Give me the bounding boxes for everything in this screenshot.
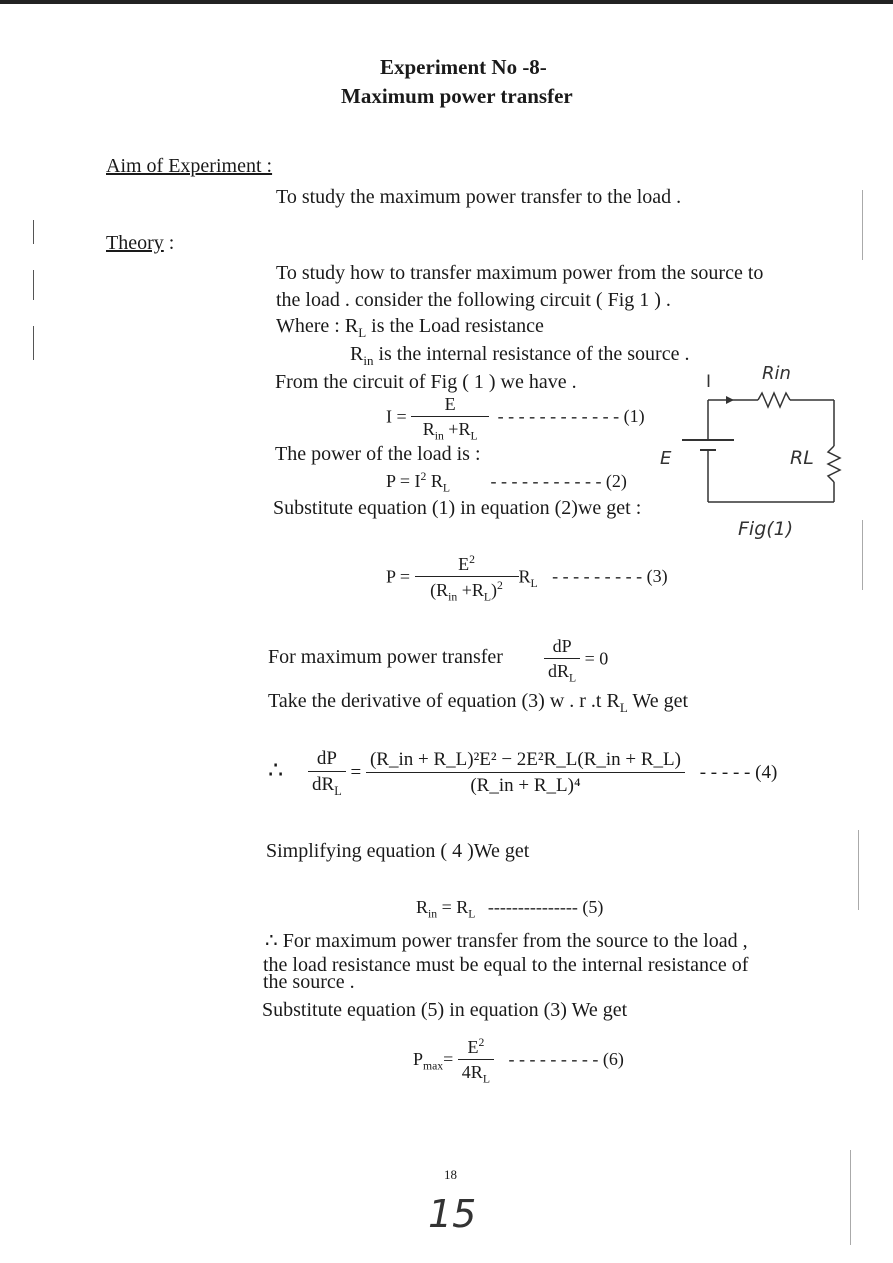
max-condition — [544, 636, 608, 685]
eq1-fraction — [411, 394, 489, 443]
eq1-lhs: I = — [386, 406, 407, 427]
theory-line-1: To study how to transfer maximum power from the source to — [276, 262, 764, 284]
eq6-num-sup: 2 — [478, 1036, 485, 1049]
scan-mark — [33, 270, 34, 300]
eq3-den-sup: 2 — [497, 579, 503, 592]
eq2-sup: 2 — [420, 470, 427, 483]
rl-resistor-icon — [828, 446, 840, 482]
eq2-rhs: R — [426, 471, 443, 491]
eq4-lhs-numerator: dP — [308, 748, 346, 772]
where-suffix: is the Load resistance — [366, 315, 544, 337]
eq3-den-sub1: in — [448, 590, 458, 604]
eq4-lhs-denominator — [308, 772, 346, 799]
where-rl-line — [276, 315, 544, 341]
power-of-load-text: The power of the load is : — [275, 443, 481, 465]
eq1-numerator: E — [411, 394, 489, 417]
eq1-den-a-sub: in — [434, 429, 444, 443]
eq5-mid: = R — [437, 897, 469, 917]
eq1-denominator — [411, 417, 489, 443]
cond-rhs: = 0 — [584, 648, 609, 669]
eq3-denominator — [415, 577, 519, 604]
simplifying-text: Simplifying equation ( 4 )We get — [266, 840, 530, 862]
equation-4 — [268, 748, 777, 799]
eq4-rhs-fraction — [366, 749, 685, 797]
eq1-den-b: +R — [443, 419, 471, 439]
eq2-tag: - - - - - - - - - - - (2) — [490, 471, 627, 491]
cond-den-sub: L — [569, 671, 577, 685]
eq4-lhs-den-sub: L — [334, 783, 342, 798]
eq3-den-sub2: L — [483, 590, 492, 604]
equation-6 — [413, 1036, 624, 1086]
eq6-lhs: P — [413, 1048, 424, 1069]
equation-5 — [416, 897, 603, 921]
cond-denominator — [544, 659, 580, 685]
where-sub-l: L — [358, 325, 367, 340]
where-prefix: Where : R — [276, 315, 359, 337]
eq3-after: R — [518, 566, 531, 587]
eq5-lhs-sub: in — [428, 907, 438, 921]
eq4-lhs-fraction — [308, 748, 346, 799]
eq4-lhs-den: dR — [312, 774, 335, 795]
scan-mark — [862, 520, 863, 590]
take-derivative-text — [268, 690, 688, 716]
eq1-tag: - - - - - - - - - - - - (1) — [497, 406, 645, 427]
fig-label-source: E — [660, 448, 672, 469]
eq3-after-sub: L — [530, 577, 538, 591]
eq1-den-a: R — [422, 419, 435, 439]
experiment-title: Experiment No -8- — [380, 55, 547, 79]
eq2-rhs-sub: L — [442, 481, 450, 495]
printed-page-number: 18 — [444, 1167, 457, 1182]
eq3-num-sup: 2 — [469, 553, 475, 566]
eq6-denominator — [458, 1060, 494, 1086]
eq3-lhs: P = — [386, 566, 410, 587]
eq4-tag: - - - - - (4) — [699, 761, 778, 783]
rin-prefix: R — [350, 343, 364, 365]
cond-numerator: dP — [544, 636, 580, 659]
take-derivative-suffix: We get — [627, 690, 689, 712]
fig-label-rl: RL — [790, 447, 814, 469]
scan-top-border — [0, 0, 893, 4]
eq6-fraction — [458, 1036, 494, 1086]
from-circuit-text: From the circuit of Fig ( 1 ) we have . — [275, 371, 577, 393]
eq3-tag: - - - - - - - - - (3) — [552, 566, 668, 587]
eq5-lhs: R — [416, 897, 429, 917]
eq1-den-b-sub: L — [470, 429, 478, 443]
scan-mark — [862, 190, 863, 260]
eq6-tag: - - - - - - - - - (6) — [508, 1048, 624, 1069]
fig-label-current: I — [706, 372, 712, 392]
eq5-tag: --------------- (5) — [487, 897, 604, 917]
eq6-num-e: E — [467, 1037, 479, 1057]
eq2-lhs: P = I — [386, 471, 421, 491]
cond-den: dR — [548, 661, 570, 681]
fig-caption: Fig(1) — [738, 518, 794, 540]
substitute-5-3-text: Substitute equation (5) in equation (3) We get — [262, 999, 628, 1021]
cond-fraction — [544, 636, 580, 685]
equation-1 — [386, 394, 645, 443]
scan-mark — [850, 1150, 851, 1245]
handwritten-page-number: 15 — [428, 1192, 477, 1236]
take-derivative-sub: L — [619, 700, 628, 715]
eq6-den: 4R — [461, 1062, 483, 1082]
equation-2 — [386, 470, 627, 495]
page-subtitle: Maximum power transfer — [341, 84, 573, 108]
scan-mark — [33, 220, 34, 244]
rin-suffix: is the internal resistance of the source . — [373, 343, 690, 365]
eq3-numerator — [415, 553, 519, 577]
eq6-den-sub: L — [482, 1072, 490, 1086]
theory-heading-wrap — [106, 232, 174, 255]
for-max-text: For maximum power transfer — [268, 646, 503, 668]
eq6-equals: = — [443, 1048, 454, 1069]
eq3-den-close: ) — [491, 580, 498, 600]
theory-heading: Theory — [106, 232, 164, 254]
eq6-numerator — [458, 1036, 494, 1060]
conclusion-line-2: the load resistance must be equal to the internal resistance of — [263, 954, 749, 976]
scan-mark — [33, 326, 34, 360]
scan-mark — [858, 830, 859, 910]
theory-heading-colon: : — [168, 232, 175, 254]
aim-text: To study the maximum power transfer to the load . — [276, 186, 682, 208]
eq4-equals: = — [350, 761, 362, 783]
conclusion-line-1: ∴ For maximum power transfer from the source to the load , — [265, 930, 748, 952]
eq3-fraction — [415, 553, 519, 604]
aim-heading: Aim of Experiment : — [106, 155, 273, 177]
take-derivative-prefix: Take the derivative of equation (3) w . r .t R — [268, 690, 620, 712]
eq6-lhs-sub: max — [423, 1059, 444, 1073]
eq4-rhs-denominator: (R_in + R_L)⁴ — [470, 775, 581, 797]
eq3-den-mid: +R — [457, 580, 484, 600]
eq3-den-open: (R — [430, 580, 449, 600]
conclusion-line-3: the source . — [263, 971, 355, 993]
fig-label-rin: Rin — [762, 363, 791, 384]
eq3-num-e: E — [458, 554, 470, 574]
eq4-rhs-numerator: (R_in + R_L)²E² − 2E²R_L(R_in + R_L) — [366, 749, 685, 773]
rin-sub: in — [363, 353, 374, 368]
therefore-symbol: ∴ — [268, 757, 284, 784]
substitute-1-2-text: Substitute equation (1) in equation (2)we get : — [273, 497, 642, 519]
where-rin-line — [350, 343, 689, 369]
eq5-mid-sub: L — [468, 907, 476, 921]
theory-line-2: the load . consider the following circuit ( Fig 1 ) . — [276, 289, 671, 311]
equation-3 — [386, 553, 668, 604]
rin-resistor-icon — [758, 393, 790, 407]
